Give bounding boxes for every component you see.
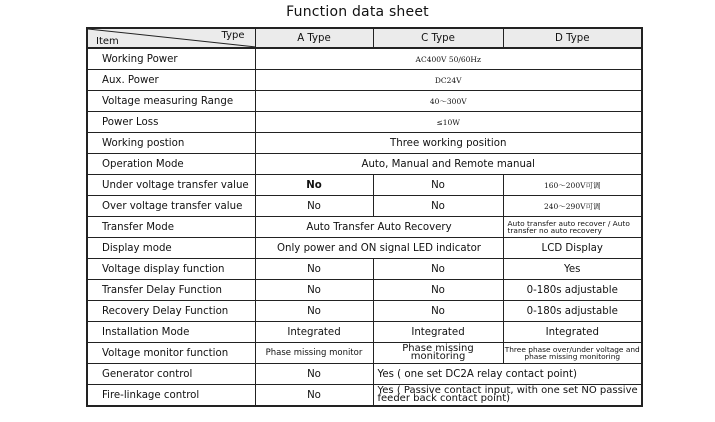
table-row bbox=[87, 48, 642, 70]
table-header-row bbox=[87, 28, 642, 48]
a-type-cell: No bbox=[255, 175, 373, 196]
row-label: Working postion bbox=[87, 133, 255, 154]
c-type-cell: Integrated bbox=[373, 322, 503, 343]
power-loss-value: ≤10W bbox=[255, 112, 642, 133]
a-type-header: A Type bbox=[255, 28, 373, 48]
c-type-cell: No bbox=[373, 175, 503, 196]
row-label: Transfer Mode bbox=[87, 217, 255, 238]
a-type-cell: No bbox=[255, 364, 373, 385]
d-type-cell: Three phase over/under voltage and phase missing monitoring bbox=[503, 343, 642, 364]
type-header: Type bbox=[221, 30, 245, 41]
table-row bbox=[87, 91, 642, 112]
table-row bbox=[87, 385, 642, 407]
display-mode-ac-value: Only power and ON signal LED indicator bbox=[255, 238, 503, 259]
voltage-range-value: 40～300V bbox=[255, 91, 642, 112]
c-type-cell: No bbox=[373, 196, 503, 217]
table-row bbox=[87, 175, 642, 196]
item-type-corner-cell bbox=[87, 28, 255, 48]
a-type-cell: No bbox=[255, 259, 373, 280]
aux-power-value: DC24V bbox=[255, 70, 642, 91]
c-type-cell: No bbox=[373, 301, 503, 322]
table-row bbox=[87, 70, 642, 91]
d-type-cell: 0-180s adjustable bbox=[503, 280, 642, 301]
d-type-cell: 240～290V可调 bbox=[503, 196, 642, 217]
row-label: Recovery Delay Function bbox=[87, 301, 255, 322]
a-type-cell: No bbox=[255, 280, 373, 301]
function-data-table bbox=[86, 27, 643, 407]
operation-mode-value: Auto, Manual and Remote manual bbox=[255, 154, 642, 175]
a-type-cell: Phase missing monitor bbox=[255, 343, 373, 364]
table-row bbox=[87, 301, 642, 322]
table-row bbox=[87, 280, 642, 301]
table-row bbox=[87, 112, 642, 133]
a-type-cell: No bbox=[255, 385, 373, 407]
item-header: Item bbox=[96, 36, 119, 47]
display-mode-d-value: LCD Display bbox=[503, 238, 642, 259]
d-type-cell: Integrated bbox=[503, 322, 642, 343]
c-type-cell: No bbox=[373, 280, 503, 301]
generator-cd-value: Yes ( one set DC2A relay contact point) bbox=[373, 364, 642, 385]
d-type-header: D Type bbox=[503, 28, 642, 48]
row-label: Installation Mode bbox=[87, 322, 255, 343]
row-label: Generator control bbox=[87, 364, 255, 385]
sheet-title: Function data sheet bbox=[286, 4, 429, 20]
row-label: Power Loss bbox=[87, 112, 255, 133]
row-label: Over voltage transfer value bbox=[87, 196, 255, 217]
row-label: Working Power bbox=[87, 48, 255, 70]
a-type-cell: No bbox=[255, 301, 373, 322]
table-row bbox=[87, 217, 642, 238]
row-label: Voltage monitor function bbox=[87, 343, 255, 364]
table-row bbox=[87, 238, 642, 259]
row-label: Aux. Power bbox=[87, 70, 255, 91]
fire-linkage-cd-value: Yes ( Passive contact input, with one set NO passive feeder back contact point) bbox=[373, 385, 642, 407]
table-row bbox=[87, 259, 642, 280]
table-row bbox=[87, 154, 642, 175]
c-type-cell: No bbox=[373, 259, 503, 280]
a-type-cell: Integrated bbox=[255, 322, 373, 343]
table-row bbox=[87, 133, 642, 154]
d-type-cell: Yes bbox=[503, 259, 642, 280]
a-type-cell: No bbox=[255, 196, 373, 217]
row-label: Voltage display function bbox=[87, 259, 255, 280]
table-row bbox=[87, 364, 642, 385]
c-type-header: C Type bbox=[373, 28, 503, 48]
working-power-value: AC400V 50/60Hz bbox=[255, 48, 642, 70]
table-row bbox=[87, 343, 642, 364]
transfer-mode-d-value: Auto transfer auto recover / Auto transfer no auto recovery bbox=[503, 217, 642, 238]
row-label: Under voltage transfer value bbox=[87, 175, 255, 196]
row-label: Display mode bbox=[87, 238, 255, 259]
table-row bbox=[87, 322, 642, 343]
row-label: Operation Mode bbox=[87, 154, 255, 175]
row-label: Fire-linkage control bbox=[87, 385, 255, 407]
row-label: Voltage measuring Range bbox=[87, 91, 255, 112]
d-type-cell: 0-180s adjustable bbox=[503, 301, 642, 322]
c-type-cell: Phase missing monitoring bbox=[373, 343, 503, 364]
d-type-cell: 160～200V可调 bbox=[503, 175, 642, 196]
transfer-mode-ac-value: Auto Transfer Auto Recovery bbox=[255, 217, 503, 238]
working-position-value: Three working position bbox=[255, 133, 642, 154]
row-label: Transfer Delay Function bbox=[87, 280, 255, 301]
table-row bbox=[87, 196, 642, 217]
